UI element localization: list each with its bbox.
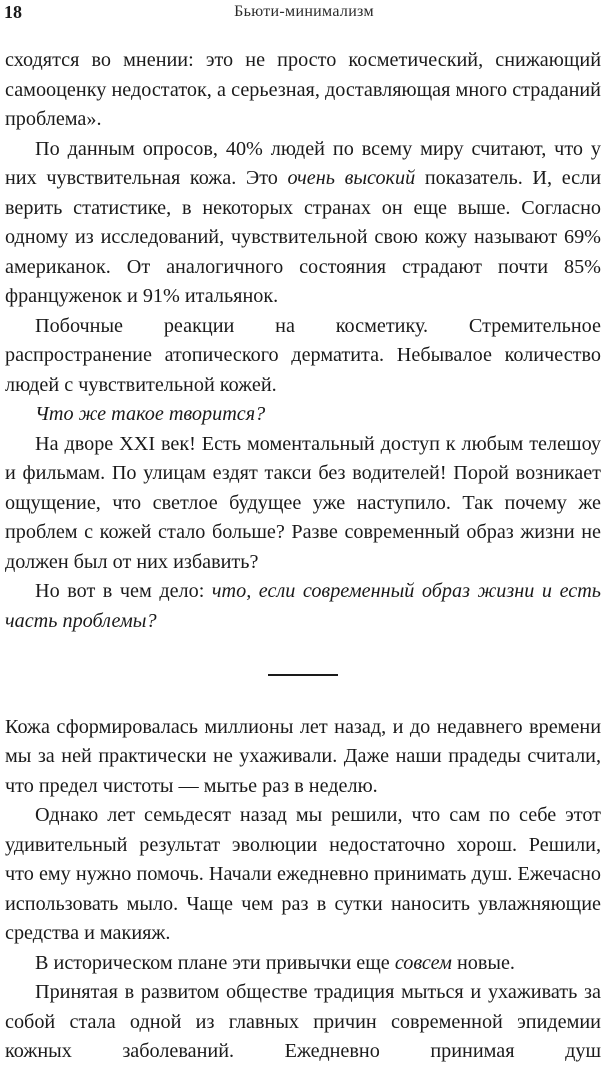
text-run: По данным опросов, 40% людей по всему миру считают, что у них чувствительная кожа. Это bbox=[5, 137, 601, 189]
emphasis-question: Что же такое творится? bbox=[35, 403, 266, 425]
page-header bbox=[0, 0, 608, 30]
emphasis: совсем bbox=[394, 951, 452, 974]
emphasis: очень высокий bbox=[287, 167, 416, 189]
running-title: Бьюти-минимализм bbox=[234, 3, 374, 20]
paragraph-continuation: сходятся во мнении: это не просто косметический, снижающий самооценку недостаток, а серьезная, доставляющая много страданий проблема». bbox=[5, 49, 601, 130]
text-run: Но вот в чем дело: bbox=[35, 580, 212, 602]
paragraph-modern-lifestyle bbox=[5, 577, 601, 636]
paragraph-skin-history: Кожа сформировалась миллионы лет назад, и до недавнего времени мы за ней практически не ухаживали. Даже наши прадеды считали, что предел чистоты — мытье раз в неделю. bbox=[5, 715, 601, 797]
page-body bbox=[5, 46, 601, 1067]
emphasis: что, если современный образ жизни и есть часть проблемы? bbox=[5, 580, 601, 632]
text-run: показатель. И, если верить статистике, в некоторых странах он еще выше. Согласно одному из исследований, чувствительной свою кожу называют 69% американок. От аналогичного состояния страдают почти 85% француженок и 91% итальянок. bbox=[5, 167, 601, 307]
section-separator bbox=[268, 674, 338, 676]
paragraph-survey-stats bbox=[5, 135, 601, 312]
paragraph-seventy-years: Однако лет семьдесят назад мы решили, что сам по себе этот удивительный результат эволюции недостаточно хорош. Решили, что ему нужно помочь. Начали ежедневно принимать душ. Ежечасно использовать мыло. Чаще чем раз в сутки наносить увлажняющие средства и макияж. bbox=[5, 804, 601, 944]
paragraph-historical-plan bbox=[5, 949, 601, 979]
text-run: новые. bbox=[451, 951, 515, 974]
page-number: 18 bbox=[4, 2, 22, 22]
paragraph-tradition: Принятая в развитом обществе традиция мыться и ухаживать за собой стала одной из главных причин современной эпидемии кожных заболеваний. Ежедневно принимая душ bbox=[5, 981, 601, 1062]
paragraph-question bbox=[5, 400, 601, 430]
text-run: В историческом плане эти привычки еще bbox=[35, 951, 395, 974]
paragraph-21st-century: На дворе XXI век! Есть моментальный доступ к любым телешоу и фильмам. По улицам ездят такси без водителей! Порой возникает ощущение, что светлое будущее уже наступило. Так почему же проблем с кожей стало больше? Разве современный образ жизни не должен был от них избавить? bbox=[5, 432, 601, 573]
paragraph-side-reactions: Побочные реакции на косметику. Стремительное распространение атопического дерматита. Небывалое количество людей с чувствительной кожей. bbox=[5, 314, 601, 396]
